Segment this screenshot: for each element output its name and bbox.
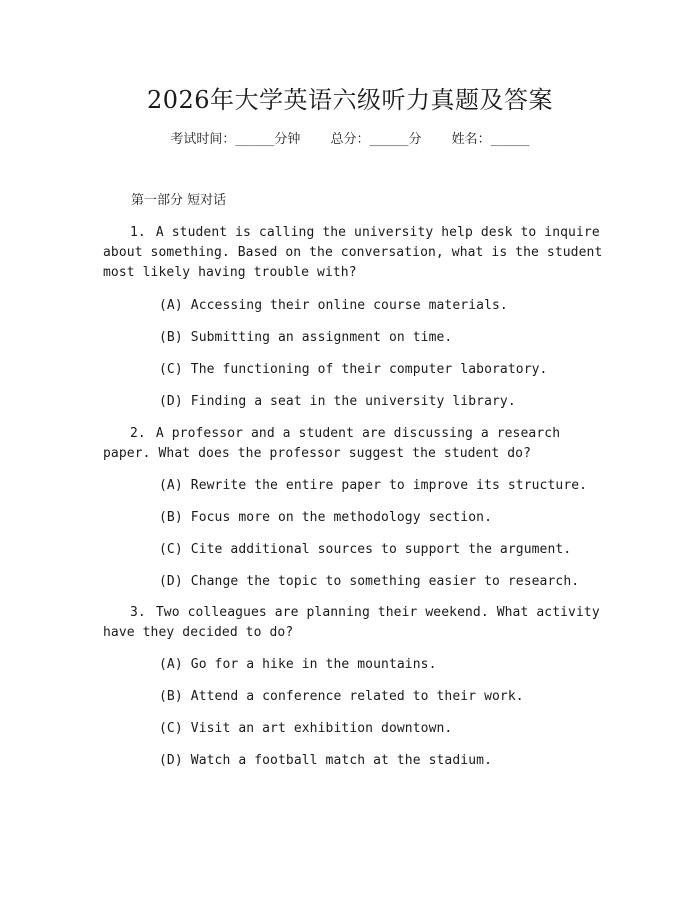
question-number: 3. [130, 605, 146, 620]
option-text: Cite additional sources to support the argument. [190, 542, 572, 557]
total-score-field: 总分：______分 [330, 132, 422, 147]
option-letter: (A) [159, 298, 183, 313]
name-field: 姓名：______ [451, 132, 530, 147]
option-text: Focus more on the methodology section. [190, 510, 492, 525]
option-letter: (A) [159, 478, 183, 493]
option-letter: (B) [159, 330, 183, 345]
option-text: Rewrite the entire paper to improve its structure. [190, 478, 588, 493]
option-letter: (B) [159, 510, 183, 525]
option-letter: (A) [159, 657, 183, 672]
question-3-option-a [159, 655, 437, 675]
option-letter: (D) [159, 753, 183, 768]
question-number: 1. [130, 225, 146, 240]
question-1-option-a [159, 296, 508, 316]
option-letter: (C) [159, 362, 183, 377]
page-title: 2026年大学英语六级听力真题及答案 [146, 86, 554, 114]
option-text: Watch a football match at the stadium. [190, 753, 492, 768]
question-1-option-c [159, 360, 547, 380]
question-3 [103, 603, 603, 643]
question-2-option-d [159, 572, 579, 592]
question-3-option-b [159, 687, 524, 707]
question-3-option-d [159, 751, 492, 771]
question-1-option-b [159, 328, 452, 348]
question-2-option-a [159, 476, 587, 496]
option-text: Visit an art exhibition downtown. [190, 721, 453, 736]
option-letter: (C) [159, 542, 183, 557]
question-2-option-b [159, 508, 492, 528]
option-text: Finding a seat in the university library. [190, 394, 516, 409]
question-1-option-d [159, 392, 516, 412]
option-letter: (D) [159, 574, 183, 589]
question-3-option-c [159, 719, 452, 739]
option-letter: (B) [159, 689, 183, 704]
section-heading: 第一部分 短对话 [131, 193, 227, 208]
option-text: Attend a conference related to their work. [190, 689, 524, 704]
option-letter: (D) [159, 394, 183, 409]
question-2-option-c [159, 540, 571, 560]
option-text: Submitting an assignment on time. [190, 330, 453, 345]
option-text: The functioning of their computer laboratory. [190, 362, 548, 377]
question-text: A professor and a student are discussing a research paper. What does the professor suggest the student do? [103, 426, 561, 461]
question-2 [103, 424, 603, 464]
option-text: Go for a hike in the mountains. [190, 657, 437, 672]
question-number: 2. [130, 426, 146, 441]
option-letter: (C) [159, 721, 183, 736]
option-text: Accessing their online course materials. [190, 298, 508, 313]
question-text: Two colleagues are planning their weekend. What activity have they decided to do? [103, 605, 600, 640]
exam-info-line [0, 130, 700, 150]
option-text: Change the topic to something easier to research. [190, 574, 580, 589]
question-text: A student is calling the university help desk to inquire about something. Based on the conversation, what is the student most likely having trouble with? [103, 225, 603, 280]
question-1 [103, 223, 603, 283]
exam-time-field: 考试时间：______分钟 [170, 132, 301, 147]
